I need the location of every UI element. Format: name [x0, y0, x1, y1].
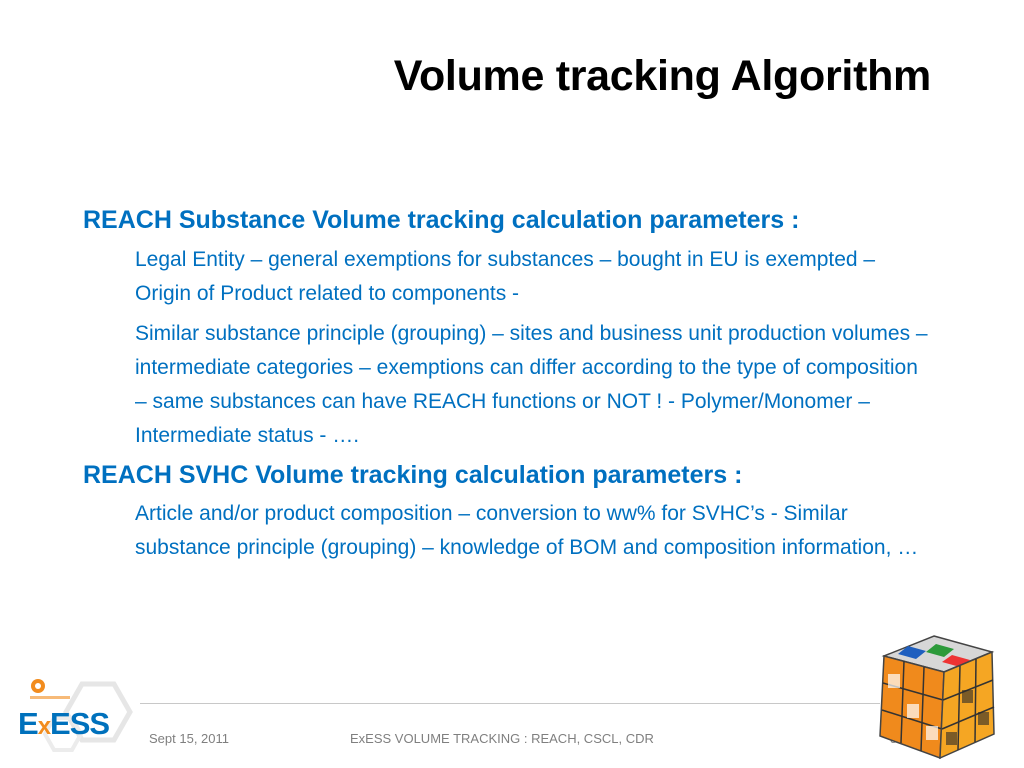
bullet-article-composition: Article and/or product composition – conversion to ww% for SVHC’s - Similar substance principle (grouping) – knowledge of BOM and composition information, …	[135, 502, 919, 559]
section-heading-svhc: REACH SVHC Volume tracking calculation parameters :	[83, 460, 743, 489]
footer-date: Sept 15, 2011	[149, 731, 229, 746]
footer-divider	[140, 703, 880, 704]
exess-wordmark: ExESS	[18, 706, 110, 741]
slide-title: Volume tracking Algorithm	[393, 52, 931, 100]
bullet-legal-entity: Legal Entity – general exemptions for substances – bought in EU is exempted – Origin of Product related to components -	[135, 247, 876, 305]
bullet-similar-substance: Similar substance principle (grouping) – sites and business unit production volumes – intermediate categories – exemptions can differ according to the type of composition – same substances can have REACH functions or NOT ! - Polymer/Monomer – Intermediate status - ….	[135, 321, 928, 447]
slide-content	[83, 198, 963, 571]
footer-title: ExESS VOLUME TRACKING : REACH, CSCL, CDR	[350, 731, 654, 746]
hazard-rubiks-cube-image	[874, 632, 1002, 762]
section-heading-substance: REACH Substance Volume tracking calculation parameters :	[83, 206, 800, 234]
